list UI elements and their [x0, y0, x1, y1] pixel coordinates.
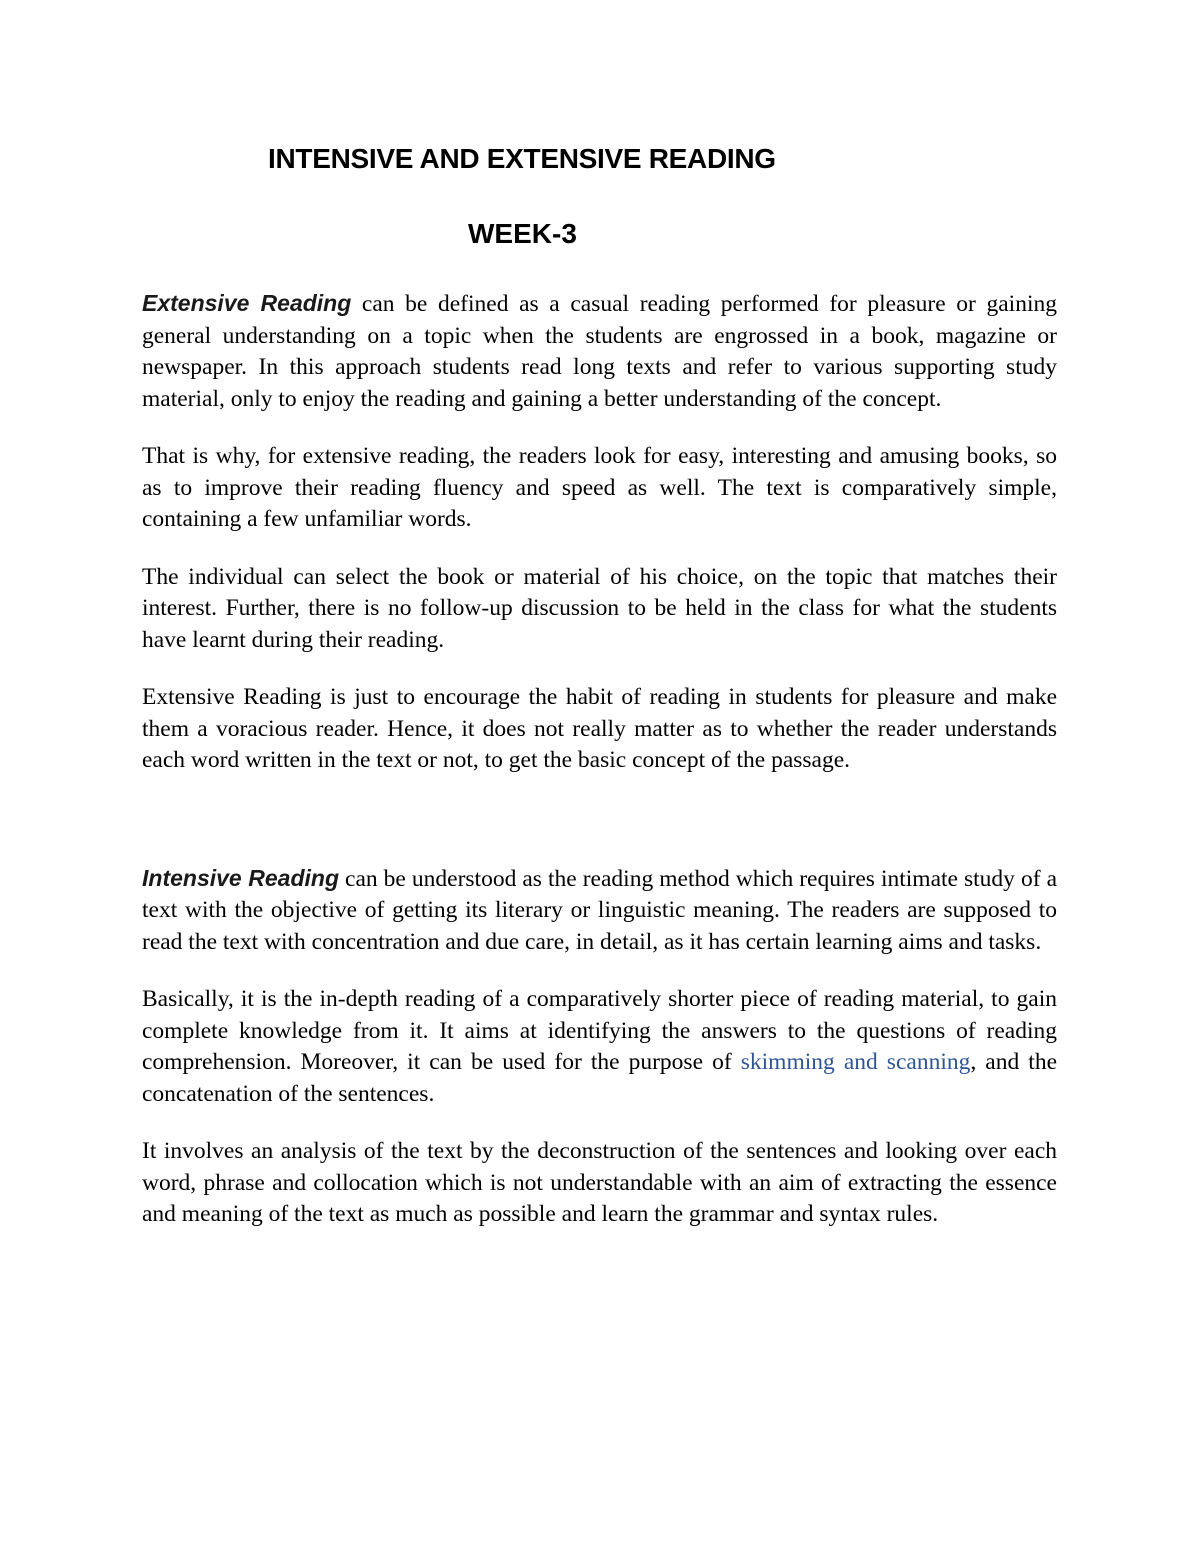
intensive-paragraph-1: [142, 863, 1057, 959]
skimming-and-scanning-link[interactable]: skimming and scanning: [740, 1049, 971, 1075]
intensive-paragraph-2: [142, 984, 1057, 1110]
intensive-reading-term: Intensive Reading: [142, 864, 339, 891]
extensive-paragraph-1: [142, 288, 1057, 415]
extensive-paragraph-2: That is why, for extensive reading, the readers look for easy, interesting and amusing books, so as to improve their reading fluency and speed as well. The text is comparatively simple, containing a few unfamiliar words.: [142, 443, 1057, 532]
intensive-paragraph-1-text: can be understood as the reading method which requires intimate study of a text with the objective of getting its literary or linguistic meaning. The readers are supposed to read the text with concentration and due care, in detail, as it has certain learning aims and tasks.: [142, 865, 1058, 955]
extensive-paragraph-1-text: can be defined as a casual reading performed for pleasure or gaining general understanding on a topic when the students are engrossed in a book, magazine or newspaper. In this approach students read long texts and refer to various supporting study material, only to enjoy the reading and gaining a better understanding of the concept.: [142, 291, 1057, 412]
document-body: [142, 288, 1057, 1257]
intensive-paragraph-2-text-before: Basically, it is the in-depth reading of a comparatively shorter piece of reading material, to gain complete knowledge from it. It aims at identifying the answers to the questions of reading comprehension. Moreover, it can be used for the purpose of: [142, 986, 1057, 1075]
extensive-paragraph-4: Extensive Reading is just to encourage the habit of reading in students for pleasure and make them a voracious reader. Hence, it does not really matter as to whether the reader understands each word written in the text or not, to get the basic concept of the passage.: [142, 684, 1057, 773]
intensive-paragraph-3: It involves an analysis of the text by the deconstruction of the sentences and looking over each word, phrase and collocation which is not understandable with an aim of extracting the essence and meaning of the text as much as possible and learn the grammar and syntax rules.: [142, 1138, 1057, 1227]
extensive-reading-term: Extensive Reading: [142, 290, 352, 316]
intensive-paragraph-2-text-after: , and the concatenation of the sentences.: [142, 1049, 1058, 1107]
document-title: INTENSIVE AND EXTENSIVE READING: [268, 143, 776, 174]
extensive-paragraph-3: The individual can select the book or material of his choice, on the topic that matches their interest. Further, there is no follow-up discussion to be held in the class for what the students have learnt during their reading.: [142, 563, 1057, 653]
week-heading: WEEK-3: [468, 218, 577, 249]
